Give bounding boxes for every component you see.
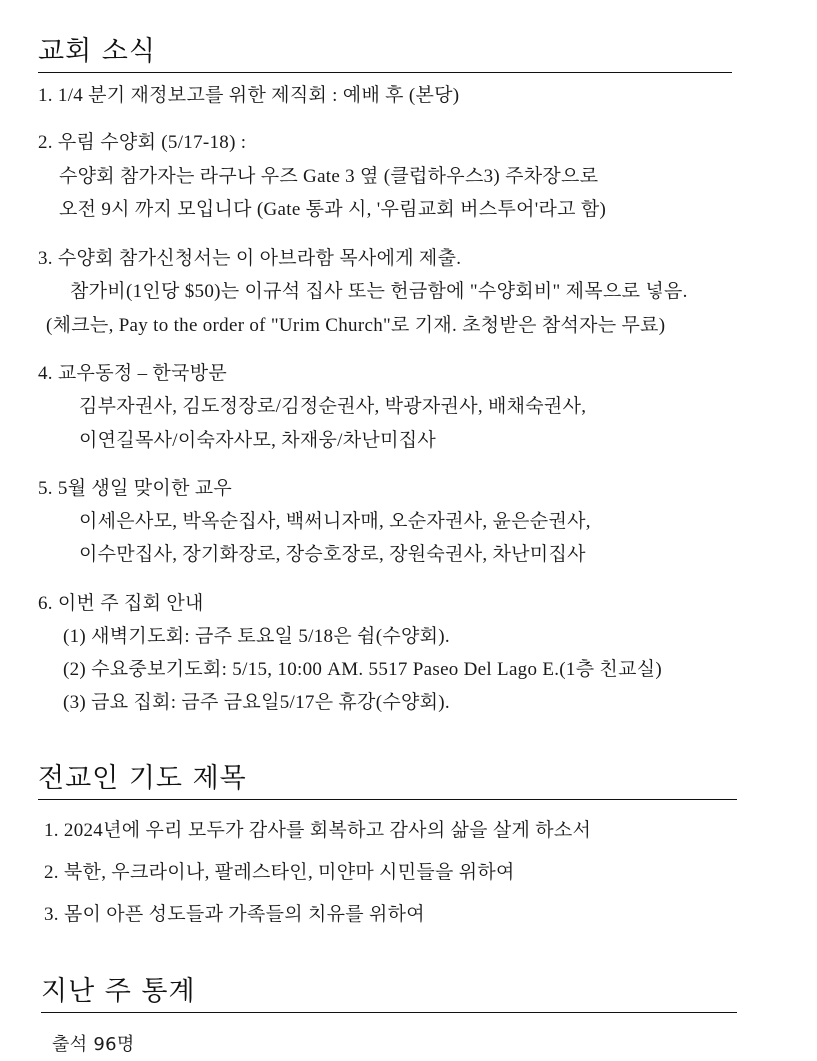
news-item-6-line-1: 6. 이번 주 집회 안내: [38, 593, 204, 614]
news-item-2-line-2: 수양회 참가자는 라구나 우즈 Gate 3 옆 (클럽하우스3) 주차장으로: [59, 166, 599, 187]
news-item-6-line-2: (1) 새벽기도회: 금주 토요일 5/18은 쉼(수양회).: [63, 626, 450, 647]
news-item-1-line-1: 1. 1/4 분기 재정보고를 위한 제직회 : 예배 후 (본당): [38, 85, 460, 106]
news-item-5-line-3: 이수만집사, 장기화장로, 장승호장로, 장원숙권사, 차난미집사: [79, 544, 586, 565]
news-item-5-line-2: 이세은사모, 박옥순집사, 백써니자매, 오순자권사, 윤은순권사,: [79, 511, 591, 532]
news-item-4-line-3: 이연길목사/이숙자사모, 차재웅/차난미집사: [79, 430, 437, 451]
prayer-item-3: 3. 몸이 아픈 성도들과 가족들의 치유를 위하여: [44, 904, 425, 925]
prayer-item-2: 2. 북한, 우크라이나, 팔레스타인, 미얀마 시민들을 위하여: [44, 862, 515, 883]
stats-divider: [41, 1012, 737, 1013]
attendance-count: 출석 96명: [52, 1034, 135, 1055]
news-item-3-line-1: 3. 수양회 참가신청서는 이 아브라함 목사에게 제출.: [38, 248, 462, 269]
church-news-divider: [38, 72, 732, 73]
news-item-5-line-1: 5. 5월 생일 맞이한 교우: [38, 478, 233, 499]
news-item-6-line-4: (3) 금요 집회: 금주 금요일5/17은 휴강(수양회).: [63, 692, 450, 713]
prayer-item-1: 1. 2024년에 우리 모두가 감사를 회복하고 감사의 삶을 살게 하소서: [44, 820, 592, 841]
prayer-divider: [38, 799, 737, 800]
news-item-6-line-3: (2) 수요중보기도회: 5/15, 10:00 AM. 5517 Paseo Del Lago E.(1층 친교실): [63, 659, 663, 680]
stats-title: 지난 주 통계: [41, 976, 196, 1007]
news-item-3-line-2: 참가비(1인당 $50)는 이규석 집사 또는 헌금함에 "수양회비" 제목으로 넣음.: [70, 281, 688, 302]
church-news-title: 교회 소식: [38, 36, 156, 67]
news-item-2-line-1: 2. 우림 수양회 (5/17-18) :: [38, 132, 247, 153]
news-item-4-line-1: 4. 교우동정 – 한국방문: [38, 363, 228, 384]
prayer-title: 전교인 기도 제목: [38, 763, 247, 794]
news-item-2-line-3: 오전 9시 까지 모입니다 (Gate 통과 시, '우림교회 버스투어'라고 함): [59, 199, 607, 220]
news-item-3-line-3: (체크는, Pay to the order of "Urim Church"로 기재. 초청받은 참석자는 무료): [46, 315, 666, 336]
news-item-4-line-2: 김부자권사, 김도정장로/김정순권사, 박광자권사, 배채숙권사,: [79, 396, 587, 417]
